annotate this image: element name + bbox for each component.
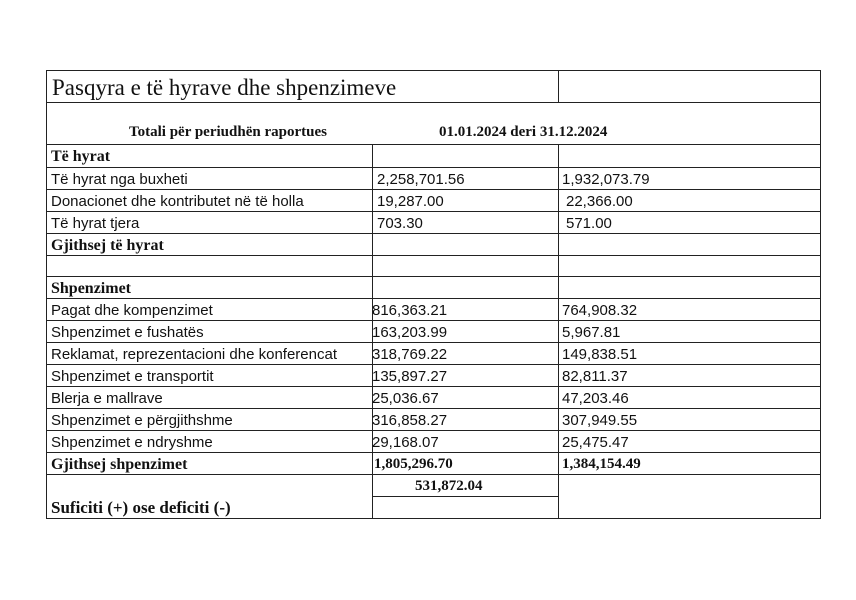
- row-line: [46, 255, 821, 256]
- row-value-previous: 25,475.47: [562, 434, 629, 451]
- row-label: Shpenzimet e transportit: [51, 368, 214, 385]
- row-line: [46, 320, 821, 321]
- row-label: Të hyrat nga buxheti: [51, 171, 188, 188]
- row-line: [46, 430, 821, 431]
- row-line: [46, 276, 821, 277]
- row-value-current: 318,769.22: [372, 346, 448, 363]
- expenses-total-previous: 1,384,154.49: [562, 456, 641, 472]
- row-value-current: 163,203.99: [372, 324, 448, 341]
- expenses-heading: Shpenzimet: [51, 280, 131, 297]
- row-line: [46, 342, 821, 343]
- row-value-previous: 307,949.55: [562, 412, 638, 429]
- row-value-previous: 82,811.37: [562, 368, 628, 385]
- row-line: [46, 364, 821, 365]
- row-label: Blerja e mallrave: [51, 390, 163, 407]
- row-value-current: 2,258,701.56: [377, 171, 465, 188]
- row-value-previous: 5,967.81: [562, 324, 621, 341]
- row-label: Donacionet dhe kontributet në të holla: [51, 193, 304, 210]
- column-divider-title: [558, 70, 559, 102]
- row-line: [372, 496, 558, 497]
- row-line: [46, 102, 821, 103]
- expenses-total-current: 1,805,296.70: [374, 456, 453, 472]
- income-total-label: Gjithsej të hyrat: [51, 237, 164, 254]
- page-title: Pasqyra e të hyrave dhe shpenzimeve: [52, 75, 397, 100]
- row-line: [46, 167, 821, 168]
- row-value-current: 816,363.21: [372, 302, 448, 319]
- expenses-total-label: Gjithsej shpenzimet: [51, 456, 188, 473]
- row-line: [46, 408, 821, 409]
- surplus-label: Suficiti (+) ose deficiti (-): [51, 498, 231, 517]
- row-label: Reklamat, reprezentacioni dhe konferencat: [51, 346, 337, 363]
- row-label: Të hyrat tjera: [51, 215, 140, 232]
- row-label: Shpenzimet e fushatës: [51, 324, 204, 341]
- row-value-previous: 764,908.32: [562, 302, 638, 319]
- row-value-previous: 1,932,073.79: [562, 171, 650, 188]
- row-value-previous: 47,203.46: [562, 390, 629, 407]
- row-line: [46, 233, 821, 234]
- row-value-previous: 149,838.51: [562, 346, 638, 363]
- row-value-current: 703.30: [377, 215, 423, 232]
- period-label: Totali për periudhën raportues: [129, 124, 327, 140]
- row-value-previous: 22,366.00: [566, 193, 633, 210]
- row-line: [46, 452, 821, 453]
- row-line: [46, 474, 821, 475]
- column-divider-2: [558, 144, 559, 518]
- row-line: [46, 298, 821, 299]
- row-value-current: 316,858.27: [372, 412, 448, 429]
- row-label: Shpenzimet e përgjithshme: [51, 412, 233, 429]
- period-range: 01.01.2024 deri 31.12.2024: [439, 124, 608, 140]
- row-line: [46, 211, 821, 212]
- row-line: [46, 386, 821, 387]
- row-label: Shpenzimet e ndryshme: [51, 434, 213, 451]
- row-value-current: 135,897.27: [372, 368, 448, 385]
- row-value-current: 19,287.00: [377, 193, 444, 210]
- row-value-current: 29,168.07: [372, 434, 439, 451]
- income-heading: Të hyrat: [51, 148, 111, 165]
- row-value-previous: 571.00: [566, 215, 612, 232]
- row-line: [46, 189, 821, 190]
- row-label: Pagat dhe kompenzimet: [51, 302, 213, 319]
- row-line: [46, 144, 821, 145]
- row-value-current: 25,036.67: [372, 390, 439, 407]
- surplus-value: 531,872.04: [415, 478, 483, 494]
